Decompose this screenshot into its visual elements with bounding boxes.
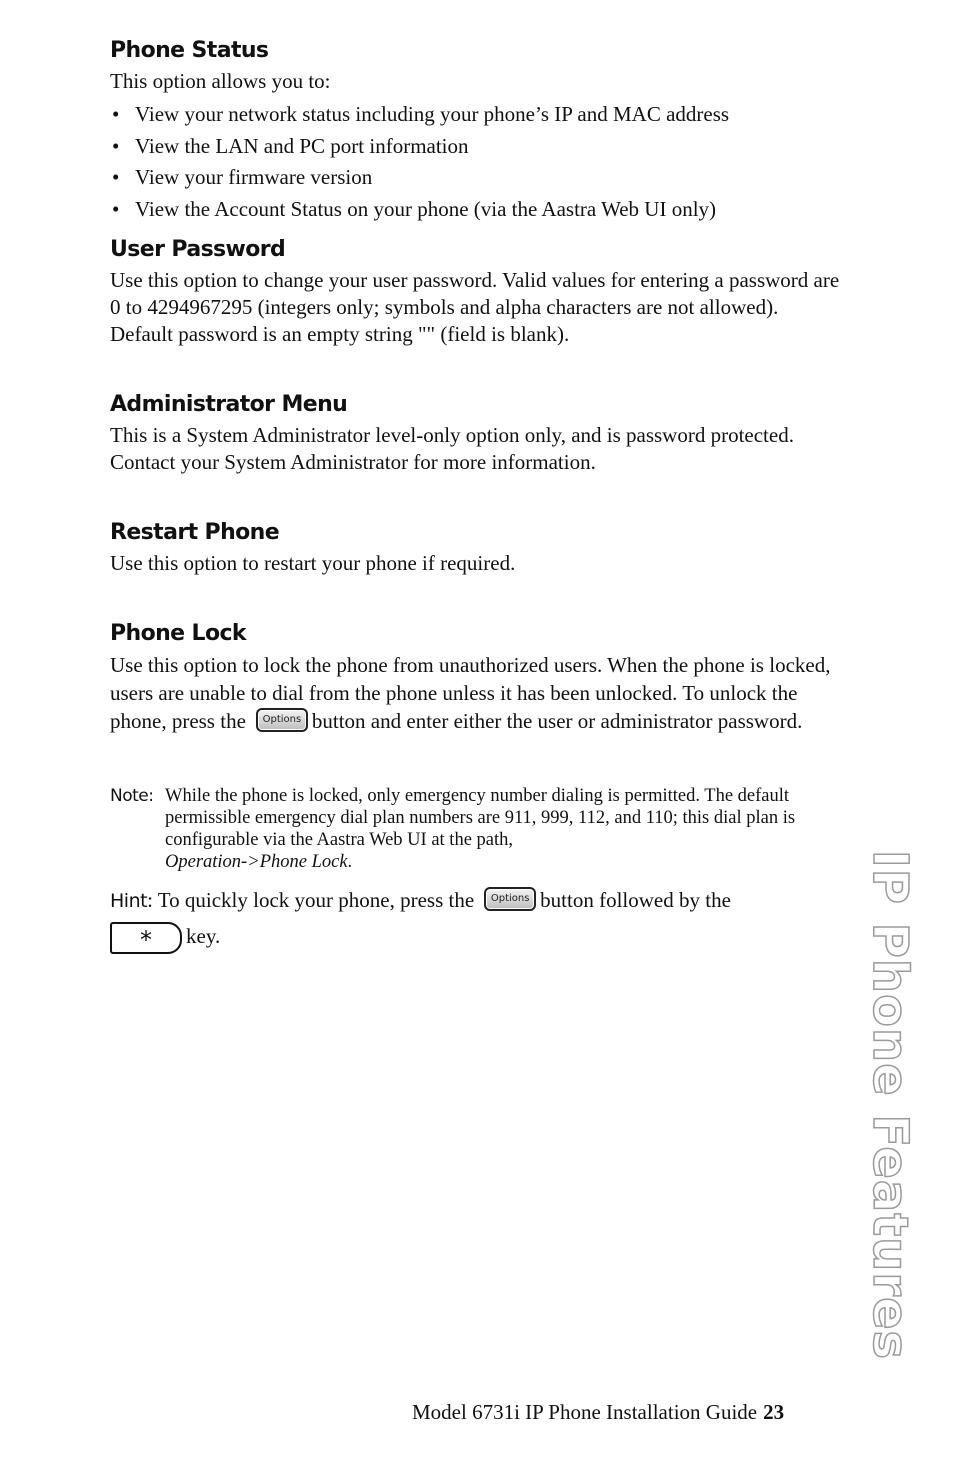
phone-status-list [110, 99, 845, 225]
side-tab-label: IP Phone Features [862, 849, 918, 1361]
note-label: Note: [110, 786, 154, 807]
restart-phone-heading: Restart Phone [110, 520, 280, 545]
note-text: While the phone is locked, only emergency number dialing is permitted. The default permissible emergency dial plan numbers are 911, 999, 112, and 110; this dial plan is configurable via the Aastra Web UI at the path, Operation->Phone Lock. [165, 786, 796, 873]
star-key-icon: * [110, 922, 182, 954]
phone-status-intro: This option allows you to: [110, 69, 331, 93]
administrator-menu-heading: Administrator Menu [110, 392, 348, 417]
phone-lock-heading: Phone Lock [110, 621, 246, 646]
list-item: • View your firmware version [112, 165, 373, 189]
user-password-body: Use this option to change your user password. Valid values for entering a password are 0 to 4294967295 (integers only; symbols and alpha characters are not allowed). Default password is an empty string "" (field is blank). [110, 268, 840, 346]
note-path: Operation->Phone Lock [165, 852, 348, 873]
options-key-icon: Options [256, 708, 308, 732]
restart-phone-body: Use this option to restart your phone if required. [110, 551, 516, 575]
list-item: • View the Account Status on your phone (via the Aastra Web UI only) [112, 196, 717, 221]
options-key-icon: Options [484, 887, 536, 911]
page-footer [412, 1400, 852, 1425]
list-item: • View the LAN and PC port information [112, 133, 469, 158]
footer-title: Model 6731i IP Phone Installation Guide [412, 1400, 758, 1424]
phone-lock-body: Use this option to lock the phone from unauthorized users. When the phone is locked, users are unable to dial from the phone unless it has been unlocked. To unlock the phone, press the Options button and enter either the user or administrator password. [110, 653, 831, 733]
page-content [110, 34, 845, 954]
phone-status-heading: Phone Status [110, 38, 269, 63]
page-number: 23 [763, 1400, 785, 1424]
administrator-menu-body: This is a System Administrator level-only option only, and is password protected. Contact your System Administrator for more information. [110, 423, 794, 474]
hint-block: Hint: To quickly lock your phone, press the Options button followed by the * key. [110, 888, 731, 955]
side-tab [860, 849, 920, 1361]
user-password-heading: User Password [110, 237, 286, 262]
hint-label: Hint [110, 890, 148, 913]
list-item: • View your network status including your phone’s IP and MAC address [112, 102, 730, 126]
note-block [110, 785, 845, 873]
